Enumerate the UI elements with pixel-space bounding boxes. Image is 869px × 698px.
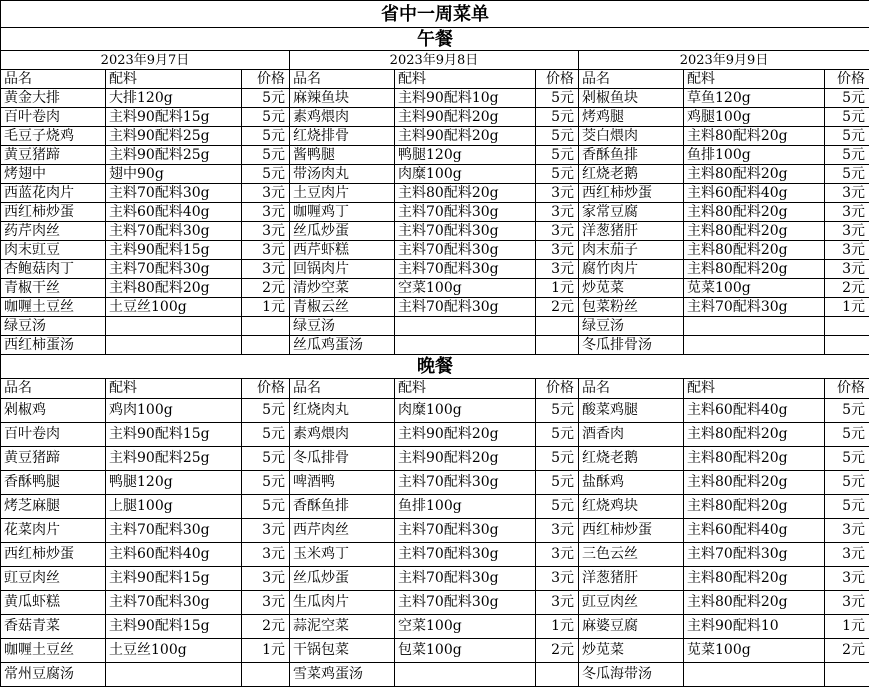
menu-row: [1, 543, 869, 567]
dish-name: 香酥鱼排: [290, 495, 395, 519]
dish-ingredients: [395, 663, 536, 687]
menu-row: [1, 89, 869, 108]
dish-ingredients: 主料90配料15g: [106, 567, 242, 591]
dish-ingredients: 主料70配料30g: [395, 591, 536, 615]
dish-name: 西红柿炒蛋: [579, 519, 684, 543]
dish-price: 2元: [242, 615, 290, 639]
dish-ingredients: 主料80配料20g: [684, 423, 825, 447]
dish-name: 黄豆猪蹄: [1, 146, 106, 165]
dish-ingredients: 主料70配料30g: [106, 260, 242, 279]
dish-price: 3元: [536, 241, 579, 260]
dish-price: [825, 663, 869, 687]
dish-price: [242, 663, 290, 687]
dish-price: 5元: [536, 165, 579, 184]
header-ingredients: 配料: [106, 379, 242, 399]
dish-price: 2元: [242, 279, 290, 298]
dish-ingredients: 主料70配料30g: [395, 260, 536, 279]
dish-name: 酱鸭腿: [290, 146, 395, 165]
dish-ingredients: 土豆丝100g: [106, 639, 242, 663]
menu-row: [1, 495, 869, 519]
dish-price: 5元: [536, 146, 579, 165]
menu-row: [1, 241, 869, 260]
dish-price: 3元: [536, 519, 579, 543]
dish-name: 香菇青菜: [1, 615, 106, 639]
menu-row: [1, 127, 869, 146]
dish-ingredients: 主料70配料30g: [684, 543, 825, 567]
dish-price: 5元: [825, 399, 869, 423]
menu-row: [1, 222, 869, 241]
dish-name: 青椒云丝: [290, 298, 395, 317]
dish-price: 5元: [536, 108, 579, 127]
dish-name: 茭白煨肉: [579, 127, 684, 146]
dish-price: 5元: [536, 89, 579, 108]
dish-name: 烤芝麻腿: [1, 495, 106, 519]
dish-price: 5元: [242, 89, 290, 108]
dish-name: 洋葱猪肝: [579, 567, 684, 591]
dish-name: 西芹虾糕: [290, 241, 395, 260]
dish-ingredients: 鸡肉100g: [106, 399, 242, 423]
dish-price: 3元: [536, 222, 579, 241]
dish-ingredients: 主料90配料10g: [395, 89, 536, 108]
dish-price: [825, 317, 869, 336]
dish-ingredients: 主料60配料40g: [684, 519, 825, 543]
dish-price: 3元: [825, 591, 869, 615]
dish-ingredients: 主料80配料20g: [684, 471, 825, 495]
lunch-section: [1, 28, 869, 355]
dish-price: [242, 336, 290, 355]
dish-name: 黄豆猪蹄: [1, 447, 106, 471]
dish-ingredients: 主料90配料25g: [106, 447, 242, 471]
dish-price: 2元: [825, 639, 869, 663]
dish-name: 带汤肉丸: [290, 165, 395, 184]
dish-ingredients: 主料90配料20g: [395, 423, 536, 447]
dish-ingredients: 空菜100g: [395, 279, 536, 298]
header-ingredients: 配料: [684, 70, 825, 89]
dish-ingredients: 主料80配料20g: [395, 184, 536, 203]
dish-name: 药芹肉丝: [1, 222, 106, 241]
menu-row: [1, 108, 869, 127]
dish-name: 回锅肉片: [290, 260, 395, 279]
dish-price: 5元: [242, 399, 290, 423]
dish-price: 5元: [242, 146, 290, 165]
dish-name: 西红柿炒蛋: [1, 543, 106, 567]
dish-price: 3元: [825, 203, 869, 222]
lunch-date-2: 2023年9月8日: [290, 51, 579, 70]
dish-price: 3元: [242, 203, 290, 222]
dish-name: 啤酒鸭: [290, 471, 395, 495]
dish-ingredients: 主料70配料30g: [106, 184, 242, 203]
dish-price: 2元: [536, 298, 579, 317]
dish-name: 咖喱土豆丝: [1, 298, 106, 317]
dish-name: 三色云丝: [579, 543, 684, 567]
dish-ingredients: 主料90配料25g: [106, 127, 242, 146]
dish-ingredients: 主料70配料30g: [395, 222, 536, 241]
menu-row: [1, 260, 869, 279]
dish-ingredients: [106, 317, 242, 336]
dish-name: 红烧肉丸: [290, 399, 395, 423]
dish-price: 5元: [825, 108, 869, 127]
dish-name: 冬瓜排骨汤: [579, 336, 684, 355]
dish-name: 烤翅中: [1, 165, 106, 184]
dish-ingredients: [684, 336, 825, 355]
dish-ingredients: 主料90配料15g: [106, 615, 242, 639]
dish-name: 绿豆汤: [290, 317, 395, 336]
dish-name: 西芹肉丝: [290, 519, 395, 543]
dish-name: 红烧鸡块: [579, 495, 684, 519]
dish-name: 西红柿炒蛋: [1, 203, 106, 222]
dish-price: [242, 317, 290, 336]
dish-price: 5元: [825, 447, 869, 471]
dish-name: 剁椒鱼块: [579, 89, 684, 108]
dish-ingredients: 主料70配料30g: [684, 298, 825, 317]
dish-price: 5元: [242, 423, 290, 447]
dish-name: 肉末茄子: [579, 241, 684, 260]
dish-price: 1元: [242, 639, 290, 663]
dish-name: 杏鲍菇肉丁: [1, 260, 106, 279]
dish-price: 5元: [536, 447, 579, 471]
dish-price: 5元: [242, 127, 290, 146]
menu-row: [1, 615, 869, 639]
dish-name: 豇豆肉丝: [1, 567, 106, 591]
dish-name: 肉末豇豆: [1, 241, 106, 260]
dish-ingredients: 主料90配料25g: [106, 146, 242, 165]
header-ingredients: 配料: [395, 70, 536, 89]
dish-ingredients: 鱼排100g: [395, 495, 536, 519]
dish-price: 5元: [242, 165, 290, 184]
dish-name: 雪菜鸡蛋汤: [290, 663, 395, 687]
menu-row: [1, 317, 869, 336]
dish-price: 5元: [536, 423, 579, 447]
dish-price: 5元: [536, 399, 579, 423]
dish-ingredients: 主料80配料20g: [684, 222, 825, 241]
header-name: 品名: [579, 379, 684, 399]
dish-ingredients: 肉糜100g: [395, 165, 536, 184]
dish-ingredients: 主料80配料20g: [684, 591, 825, 615]
dish-name: 丝瓜鸡蛋汤: [290, 336, 395, 355]
header-ingredients: 配料: [684, 379, 825, 399]
dish-ingredients: [395, 317, 536, 336]
dish-name: 百叶卷肉: [1, 423, 106, 447]
menu-row: [1, 146, 869, 165]
dish-ingredients: 主料80配料20g: [684, 567, 825, 591]
header-name: 品名: [579, 70, 684, 89]
dish-ingredients: [684, 663, 825, 687]
dish-price: 3元: [242, 222, 290, 241]
dish-ingredients: 主料70配料30g: [395, 519, 536, 543]
menu-row: [1, 423, 869, 447]
dish-name: 西红柿炒蛋: [579, 184, 684, 203]
dish-ingredients: 主料70配料30g: [395, 567, 536, 591]
dish-ingredients: 空菜100g: [395, 615, 536, 639]
menu-row: [1, 591, 869, 615]
menu-row: [1, 519, 869, 543]
dish-ingredients: 主料70配料30g: [395, 471, 536, 495]
dish-name: 酸菜鸡腿: [579, 399, 684, 423]
header-name: 品名: [1, 70, 106, 89]
menu-row: [1, 399, 869, 423]
dish-price: 3元: [242, 543, 290, 567]
header-price: 价格: [242, 70, 290, 89]
dinner-heading: 晚餐: [1, 355, 869, 379]
dish-name: 红烧排骨: [290, 127, 395, 146]
dish-name: 麻婆豆腐: [579, 615, 684, 639]
dish-price: 5元: [825, 127, 869, 146]
dish-name: 素鸡煨肉: [290, 423, 395, 447]
dish-price: 3元: [242, 567, 290, 591]
lunch-column-headers: [1, 70, 869, 89]
dish-ingredients: 主料60配料40g: [684, 184, 825, 203]
dish-name: 剁椒鸡: [1, 399, 106, 423]
dish-price: 5元: [825, 495, 869, 519]
dish-ingredients: 主料80配料20g: [684, 203, 825, 222]
dish-ingredients: 主料60配料40g: [106, 203, 242, 222]
header-ingredients: 配料: [106, 70, 242, 89]
menu-row: [1, 447, 869, 471]
lunch-date-1: 2023年9月7日: [1, 51, 290, 70]
dish-name: 青椒干丝: [1, 279, 106, 298]
dish-price: 3元: [536, 260, 579, 279]
dish-name: 常州豆腐汤: [1, 663, 106, 687]
dish-ingredients: 草鱼120g: [684, 89, 825, 108]
header-name: 品名: [290, 70, 395, 89]
dish-price: 5元: [242, 495, 290, 519]
dish-ingredients: 主料80配料20g: [684, 127, 825, 146]
dish-name: 咖喱土豆丝: [1, 639, 106, 663]
dish-name: 黄瓜虾糕: [1, 591, 106, 615]
dish-name: 红烧老鹅: [579, 165, 684, 184]
dish-name: 干锅包菜: [290, 639, 395, 663]
dish-name: 冬瓜海带汤: [579, 663, 684, 687]
dinner-section: [1, 355, 869, 687]
dish-price: 3元: [825, 543, 869, 567]
dish-name: 丝瓜炒蛋: [290, 222, 395, 241]
menu-row: [1, 203, 869, 222]
dish-price: [536, 336, 579, 355]
menu-row: [1, 336, 869, 355]
dish-name: 毛豆子烧鸡: [1, 127, 106, 146]
dish-name: 百叶卷肉: [1, 108, 106, 127]
dish-ingredients: 主料80配料20g: [106, 279, 242, 298]
dish-name: 丝瓜炒蛋: [290, 567, 395, 591]
menu-title: 省中一周菜单: [1, 1, 869, 28]
dish-name: 腐竹肉片: [579, 260, 684, 279]
dish-name: 土豆肉片: [290, 184, 395, 203]
dish-name: 蒜泥空菜: [290, 615, 395, 639]
dish-price: 1元: [825, 615, 869, 639]
dish-price: 3元: [242, 260, 290, 279]
dish-ingredients: 土豆丝100g: [106, 298, 242, 317]
dish-name: 素鸡煨肉: [290, 108, 395, 127]
dish-ingredients: 主料80配料20g: [684, 241, 825, 260]
header-price: 价格: [536, 70, 579, 89]
dish-ingredients: [106, 663, 242, 687]
dish-name: 香酥鱼排: [579, 146, 684, 165]
dish-ingredients: [684, 317, 825, 336]
dish-price: 3元: [242, 591, 290, 615]
dish-ingredients: 主料80配料20g: [684, 495, 825, 519]
dish-ingredients: 苋菜100g: [684, 639, 825, 663]
menu-row: [1, 184, 869, 203]
dish-ingredients: 鱼排100g: [684, 146, 825, 165]
dish-name: 西蓝花肉片: [1, 184, 106, 203]
dish-price: 1元: [825, 298, 869, 317]
header-name: 品名: [1, 379, 106, 399]
dish-ingredients: 主料90配料20g: [395, 127, 536, 146]
dish-price: 3元: [242, 519, 290, 543]
dish-price: 5元: [825, 165, 869, 184]
dish-ingredients: 鸭腿120g: [395, 146, 536, 165]
dish-price: [536, 663, 579, 687]
dish-name: 洋葱猪肝: [579, 222, 684, 241]
dish-ingredients: 翅中90g: [106, 165, 242, 184]
dish-price: 5元: [242, 108, 290, 127]
dish-name: 绿豆汤: [579, 317, 684, 336]
dish-price: 3元: [536, 543, 579, 567]
dish-ingredients: 主料90配料15g: [106, 423, 242, 447]
dish-name: 香酥鸭腿: [1, 471, 106, 495]
dish-name: 西红柿蛋汤: [1, 336, 106, 355]
header-price: 价格: [536, 379, 579, 399]
dish-price: [825, 336, 869, 355]
dish-price: 1元: [536, 279, 579, 298]
dish-ingredients: 主料70配料30g: [106, 591, 242, 615]
dish-price: 5元: [825, 471, 869, 495]
dish-ingredients: 主料70配料30g: [395, 298, 536, 317]
dinner-column-headers: [1, 379, 869, 399]
dish-ingredients: 主料90配料20g: [395, 108, 536, 127]
dish-ingredients: 鸭腿120g: [106, 471, 242, 495]
dish-price: 3元: [536, 591, 579, 615]
dish-price: 3元: [825, 519, 869, 543]
dish-price: 3元: [825, 567, 869, 591]
header-price: 价格: [825, 70, 869, 89]
dish-price: 5元: [536, 471, 579, 495]
dish-ingredients: 肉糜100g: [395, 399, 536, 423]
menu-row: [1, 279, 869, 298]
dish-price: 5元: [242, 471, 290, 495]
dish-ingredients: [106, 336, 242, 355]
dish-price: 2元: [536, 639, 579, 663]
dish-price: 5元: [536, 127, 579, 146]
menu-row: [1, 298, 869, 317]
dish-ingredients: 大排120g: [106, 89, 242, 108]
dish-price: 3元: [536, 567, 579, 591]
dish-ingredients: 主料90配料15g: [106, 241, 242, 260]
lunch-date-3: 2023年9月9日: [579, 51, 869, 70]
dish-name: 冬瓜排骨: [290, 447, 395, 471]
dish-name: 炒苋菜: [579, 279, 684, 298]
dish-name: 玉米鸡丁: [290, 543, 395, 567]
menu-row: [1, 639, 869, 663]
dish-price: 5元: [536, 495, 579, 519]
dish-name: 烤鸡腿: [579, 108, 684, 127]
dish-price: 3元: [242, 241, 290, 260]
dish-name: 炒苋菜: [579, 639, 684, 663]
dish-name: 麻辣鱼块: [290, 89, 395, 108]
dish-name: 绿豆汤: [1, 317, 106, 336]
dish-ingredients: 包菜100g: [395, 639, 536, 663]
header-price: 价格: [825, 379, 869, 399]
dish-name: 盐酥鸡: [579, 471, 684, 495]
dish-name: 咖喱鸡丁: [290, 203, 395, 222]
dish-ingredients: 主料80配料20g: [684, 260, 825, 279]
dish-name: 家常豆腐: [579, 203, 684, 222]
dish-price: 3元: [825, 241, 869, 260]
dish-price: 5元: [825, 89, 869, 108]
dish-ingredients: 鸡腿100g: [684, 108, 825, 127]
dish-ingredients: 主料60配料40g: [684, 399, 825, 423]
dish-ingredients: 主料60配料40g: [106, 543, 242, 567]
dish-price: 5元: [242, 447, 290, 471]
dish-price: 5元: [825, 423, 869, 447]
dish-price: 1元: [536, 615, 579, 639]
dish-name: 花菜肉片: [1, 519, 106, 543]
dish-ingredients: 主料70配料30g: [106, 222, 242, 241]
dish-price: 1元: [242, 298, 290, 317]
dish-ingredients: 上腿100g: [106, 495, 242, 519]
dish-ingredients: 主料70配料30g: [395, 241, 536, 260]
dish-name: 生瓜肉片: [290, 591, 395, 615]
menu-row: [1, 567, 869, 591]
dish-price: 3元: [536, 184, 579, 203]
dish-price: 3元: [825, 184, 869, 203]
dish-ingredients: 主料90配料10: [684, 615, 825, 639]
dish-ingredients: 主料80配料20g: [684, 165, 825, 184]
dish-ingredients: 主料70配料30g: [106, 519, 242, 543]
dish-ingredients: [395, 336, 536, 355]
dish-price: 3元: [825, 260, 869, 279]
header-name: 品名: [290, 379, 395, 399]
dish-name: 清炒空菜: [290, 279, 395, 298]
lunch-heading: 午餐: [1, 28, 869, 51]
menu-row: [1, 471, 869, 495]
dish-price: 2元: [825, 279, 869, 298]
dish-name: 红烧老鹅: [579, 447, 684, 471]
dish-price: 3元: [825, 222, 869, 241]
header-ingredients: 配料: [395, 379, 536, 399]
dish-name: 豇豆肉丝: [579, 591, 684, 615]
menu-row: [1, 165, 869, 184]
dish-price: [536, 317, 579, 336]
dish-price: 3元: [536, 203, 579, 222]
menu-row: [1, 663, 869, 687]
dish-ingredients: 苋菜100g: [684, 279, 825, 298]
dish-price: 5元: [825, 146, 869, 165]
dish-name: 酒香肉: [579, 423, 684, 447]
dish-ingredients: 主料90配料15g: [106, 108, 242, 127]
dish-ingredients: 主料90配料20g: [395, 447, 536, 471]
dish-ingredients: 主料80配料20g: [684, 447, 825, 471]
dish-ingredients: 主料70配料30g: [395, 543, 536, 567]
dish-name: 包菜粉丝: [579, 298, 684, 317]
header-price: 价格: [242, 379, 290, 399]
dish-name: 黄金大排: [1, 89, 106, 108]
dish-ingredients: 主料70配料30g: [395, 203, 536, 222]
dish-price: 3元: [242, 184, 290, 203]
